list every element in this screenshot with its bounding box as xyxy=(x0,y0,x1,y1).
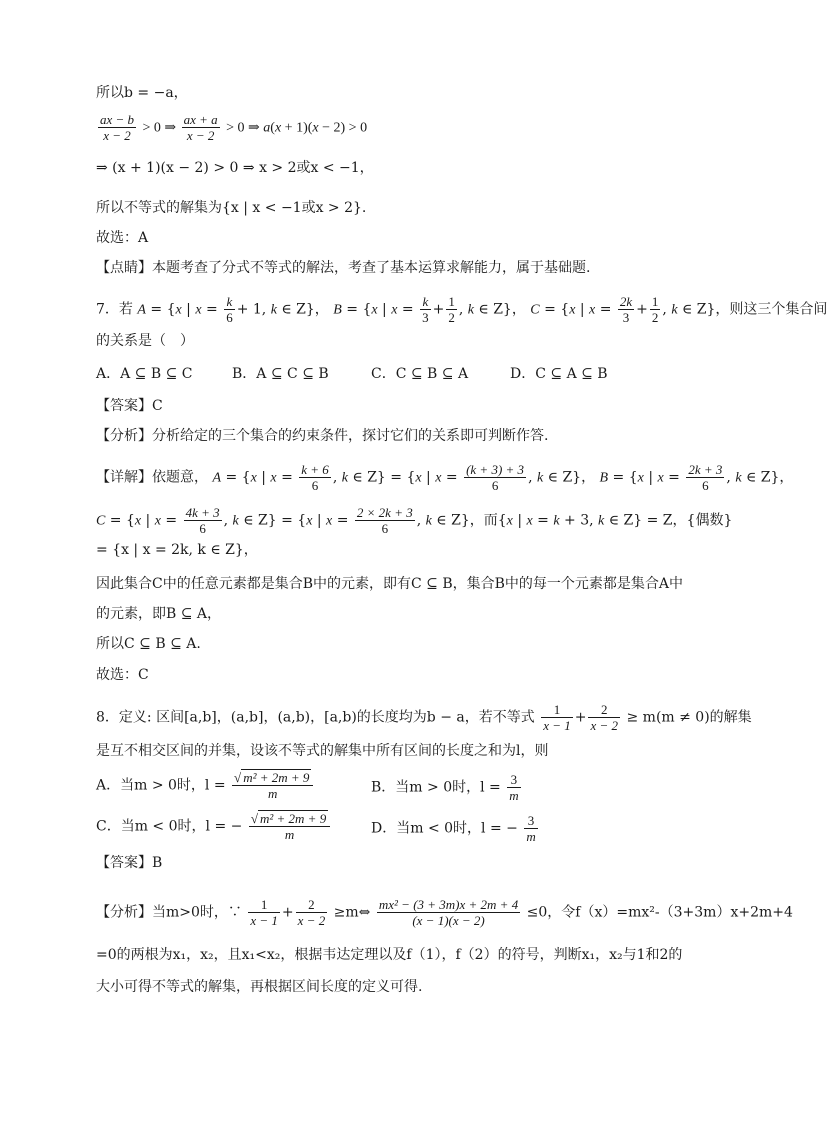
q8-option-c xyxy=(96,811,332,842)
q7-statement-line2: 的关系是（ ） xyxy=(96,333,194,349)
q7-detail-line4: 因此集合C中的任意元素都是集合B中的元素，即有C ⊆ B，集合B中的每一个元素都是集合A中 xyxy=(96,576,684,592)
fraction: $\frac{k + 6}{6}$ xyxy=(301,462,329,493)
q8-statement-line2: 是互不相交区间的并集，设该不等式的解集中所有区间的长度之和为l，则 xyxy=(96,743,549,759)
line-solution-set: 所以不等式的解集为{x | x < −1或x > 2}. xyxy=(96,200,367,216)
section-tag: 【分析】 xyxy=(96,904,152,921)
option-label: C．当m < 0时，l = − xyxy=(96,818,243,835)
q7-prefix: 7．若 xyxy=(96,301,133,318)
fraction: $\frac{3}{m}$ xyxy=(509,772,519,803)
fraction: $\frac{2k}{3}$ xyxy=(619,294,633,325)
even-set: {偶数} xyxy=(686,512,733,529)
fraction: $\frac{1}{x - 1}$ xyxy=(250,897,278,928)
section-tag: 【详解】 xyxy=(96,469,152,486)
answer-value: C xyxy=(152,398,163,414)
q8-answer xyxy=(96,853,162,873)
fraction: $\frac{1}{x - 1}$ xyxy=(543,702,571,733)
q7-option-b: B．A ⊆ C ⊆ B xyxy=(232,366,329,382)
fraction: $\frac{2}{x - 2}$ xyxy=(590,702,619,733)
q8-statement-pre: 8．定义: 区间[a,b]，(a,b]，(a,b)，[a,b)的长度均为b − a，若不等式 xyxy=(96,709,535,726)
option-label: A．当m > 0时，l = xyxy=(96,777,226,794)
q7-option-a: A．A ⊆ B ⊆ C xyxy=(96,366,193,382)
comment-text: 本题考查了分式不等式的解法，考查了基本运算求解能力，属于基础题. xyxy=(152,260,591,276)
fraction: $\frac{\text{√ m² + 2m + 9}}{m}$ xyxy=(232,770,313,801)
line-fraction-chain: $\frac{ax - b}{x - 2}$ > 0 ⇒ $\frac{ax + a}{x - 2}$ > 0 ⇒ a(x + 1)(x − 2) > 0 xyxy=(100,112,368,143)
q8-statement-post: ≥ m(m ≠ 0)的解集 xyxy=(626,709,752,726)
analysis-post: ≤0，令f（x）=mx²-（3+3m）x+2m+4 xyxy=(526,904,793,921)
q8-analysis-line1: 【分析】当m>0时，∵ $\frac{1}{x - 1}$ + $\frac{2}{x - 2}$ ≥m⇔ $\frac{\text{mx² − (3 + 3m)x + 2m + 4}}{(x - 1)(x - 2)}$ ≤0，令f（x）=mx²-（3+3m）x+2m+4 xyxy=(96,897,793,928)
fraction: $\frac{\text{√ m² + 2m + 9}}{m}$ xyxy=(249,811,330,842)
fraction: $\frac{(k + 3) + 3}{6}$ xyxy=(466,462,525,493)
line-comment xyxy=(96,258,590,278)
fraction: $\frac{2}{x - 2}$ xyxy=(297,897,326,928)
q7-option-d: D．C ⊆ A ⊆ B xyxy=(510,366,608,382)
fraction: $\frac{2 \times 2k + 3}{6}$ xyxy=(356,505,413,536)
q8-option-b xyxy=(371,772,523,803)
q7-option-c: C．C ⊆ B ⊆ A xyxy=(371,366,469,382)
fraction: $\frac{ax - b}{x - 2}$ xyxy=(100,112,135,143)
fraction: $\frac{\text{mx² − (3 + 3m)x + 2m + 4}}{(x - 1)(x - 2)}$ xyxy=(378,897,519,928)
q7-detail-line6: 所以C ⊆ B ⊆ A. xyxy=(96,636,201,652)
q8-option-a xyxy=(96,770,315,801)
section-tag: 【答案】 xyxy=(96,855,152,871)
line-choice-a: 故选：A xyxy=(96,230,149,246)
fraction: $\frac{1}{2}$ xyxy=(448,294,455,325)
fraction: $\frac{k}{3}$ xyxy=(422,294,429,325)
fraction: $\frac{k}{6}$ xyxy=(226,294,233,325)
q7-analysis xyxy=(96,426,548,446)
fraction: $\frac{3}{m}$ xyxy=(526,813,536,844)
section-tag: 【点睛】 xyxy=(96,260,152,276)
q7-detail-line1: 【详解】依题意， A = {x | x = $\frac{k + 6}{6}$ , k ∈ Z} = {x | x = $\frac{(k + 3) + 3}{6}$ , k ∈ Z}， B = {x | x = $\frac{2k + 3}{6}$ , k ∈ Z}， xyxy=(96,462,794,493)
line-b-eq-neg-a: 所以b = −a， xyxy=(96,85,188,101)
q7-detail-line2: C = {x | x = $\frac{4k + 3}{6}$ , k ∈ Z} = {x | x = $\frac{2 \times 2k + 3}{6}$ , k ∈ Z}，而{x | x = k + 3, k ∈ Z} = Z，{偶数} xyxy=(96,505,733,536)
fraction: $\frac{ax + a}{x - 2}$ xyxy=(183,112,218,143)
q7-detail-line3: = {x | x = 2k, k ∈ Z}， xyxy=(96,542,258,558)
analysis-pre: 当m>0时，∵ xyxy=(152,904,242,921)
section-tag: 【答案】 xyxy=(96,398,152,414)
q8-analysis-line3: 大小可得不等式的解集，再根据区间长度的定义可得. xyxy=(96,979,423,995)
q7-answer xyxy=(96,396,163,416)
analysis-text: 分析给定的三个集合的约束条件，探讨它们的关系即可判断作答. xyxy=(152,428,549,444)
answer-value: B xyxy=(152,855,163,871)
line-implication: ⇒ (x + 1)(x − 2) > 0 ⇒ x > 2或x < −1， xyxy=(96,160,374,176)
sqrt-radicand: m² + 2m + 9 xyxy=(259,811,327,826)
q8-analysis-line2: =0的两根为x₁，x₂，且x₁<x₂，根据韦达定理以及f（1），f（2）的符号，判断x₁，x₂与1和2的 xyxy=(96,947,683,963)
q7-detail-line5: 的元素，即B ⊆ A， xyxy=(96,606,222,622)
analysis-mid: ≥m⇔ xyxy=(333,904,371,921)
fraction: $\frac{4k + 3}{6}$ xyxy=(185,505,220,536)
section-tag: 【分析】 xyxy=(96,428,152,444)
option-label: B．当m > 0时，l = xyxy=(371,779,501,796)
detail-prefix: 依题意， xyxy=(152,469,208,486)
fraction: $\frac{1}{2}$ xyxy=(651,294,659,325)
q7-choice: 故选：C xyxy=(96,667,149,683)
sqrt-radicand: m² + 2m + 9 xyxy=(243,770,310,785)
q8-option-d xyxy=(371,813,540,844)
fraction: $\frac{2k + 3}{6}$ xyxy=(688,462,723,493)
option-label: D．当m < 0时，l = − xyxy=(371,820,518,837)
q7-statement: 7．若 A = {x | x = $\frac{k}{6}$ + 1, k ∈ Z}， B = {x | x = $\frac{k}{3}$ + $\frac{1}{2}$ , k ∈ Z}， C = {x | x = $\frac{2k}{3}$ + $\frac{1}{2}$ , k ∈ Z}，则这三个集合间 xyxy=(96,294,827,325)
q8-statement: 8．定义: 区间[a,b]，(a,b]，(a,b)，[a,b)的长度均为b − a，若不等式 $\frac{1}{x - 1}$ + $\frac{2}{x - 2}$ ≥ m(m ≠ 0)的解集 xyxy=(96,702,752,733)
